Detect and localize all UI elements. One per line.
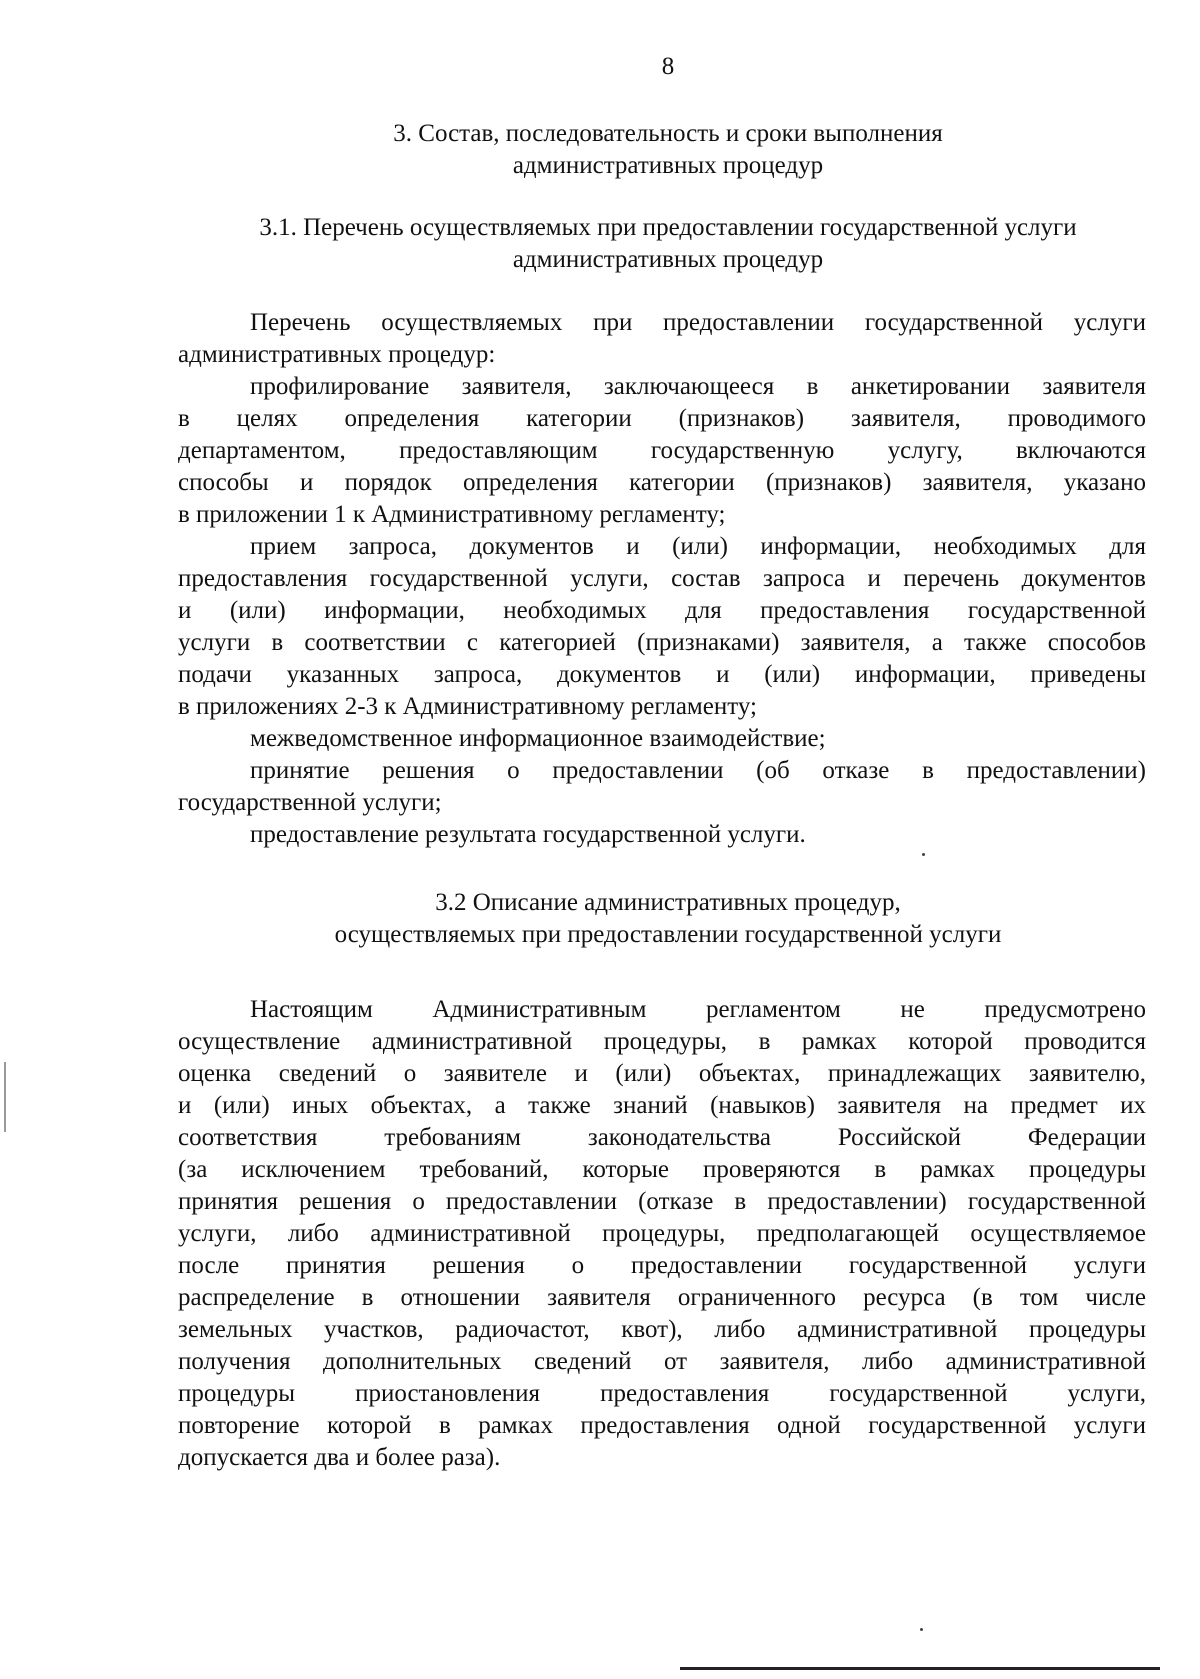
text-line: профилирование заявителя, заключающееся в анкетировании заявителя [250,373,1146,400]
text-line: получения дополнительных сведений от заявителя, либо административной [178,1348,1146,1375]
text-line: после принятия решения о предоставлении государственной услуги [178,1252,1146,1279]
scan-speck [920,1628,923,1631]
page-number: 8 [661,53,675,80]
scan-speck [922,853,925,856]
section-heading-3-2 [180,887,1156,951]
text-line: подачи указанных запроса, документов и (или) информации, приведены [178,661,1146,688]
text-line: повторение которой в рамках предоставления одной государственной услуги [178,1412,1146,1439]
text-line: предоставления государственной услуги, состав запроса и перечень документов [178,565,1146,592]
text-line: межведомственное информационное взаимодействие; [250,725,826,752]
text-line: в целях определения категории (признаков) заявителя, проводимого [178,405,1146,432]
text-line: распределение в отношении заявителя ограниченного ресурса (в том числе [178,1284,1146,1311]
section-heading-3-1 [180,212,1156,276]
text-line: в приложении 1 к Административному регламенту; [178,501,726,528]
text-line: в приложениях 2-3 к Административному регламенту; [178,693,757,720]
heading-line: осуществляемых при предоставлении государственной услуги [334,921,1002,948]
text-line: процедуры приостановления предоставления государственной услуги, [178,1380,1146,1407]
text-line: оценка сведений о заявителе и (или) объектах, принадлежащих заявителю, [178,1060,1146,1087]
heading-line: 3.2 Описание административных процедур, [435,889,901,916]
heading-line: административных процедур [512,246,824,273]
text-line: услуги, либо административной процедуры, предполагающей осуществляемое [178,1220,1146,1247]
text-line: государственной услуги; [178,789,442,816]
text-line: предоставление результата государственной услуги. [250,821,806,848]
procedures-list-paragraph [178,307,1146,851]
text-line: принятия решения о предоставлении (отказе в предоставлении) государственной [178,1188,1146,1215]
scan-margin-mark [4,1062,6,1132]
procedures-description-paragraph [178,994,1146,1474]
text-line: земельных участков, радиочастот, квот), либо административной процедуры [178,1316,1146,1343]
section-heading-3 [180,118,1156,182]
heading-line: 3. Состав, последовательность и сроки выполнения [393,120,943,147]
text-line: департаментом, предоставляющим государственную услугу, включаются [178,437,1146,464]
text-line: Настоящим Административным регламентом не предусмотрено [250,996,1146,1023]
text-line: осуществление административной процедуры, в рамках которой проводится [178,1028,1146,1055]
text-line: и (или) иных объектах, а также знаний (навыков) заявителя на предмет их [178,1092,1146,1119]
text-line: соответствия требованиям законодательства Российской Федерации [178,1124,1146,1151]
bottom-rule [680,1667,1160,1670]
text-line: и (или) информации, необходимых для предоставления государственной [178,597,1146,624]
text-line: административных процедур: [178,341,496,368]
heading-line: административных процедур [512,152,824,179]
text-line: принятие решения о предоставлении (об отказе в предоставлении) [250,757,1146,784]
text-line: Перечень осуществляемых при предоставлении государственной услуги [250,309,1146,336]
text-line: (за исключением требований, которые проверяются в рамках процедуры [178,1156,1146,1183]
heading-line: 3.1. Перечень осуществляемых при предоставлении государственной услуги [259,214,1077,241]
text-line: допускается два и более раза). [178,1444,501,1471]
text-line: прием запроса, документов и (или) информации, необходимых для [250,533,1146,560]
text-line: способы и порядок определения категории (признаков) заявителя, указано [178,469,1146,496]
text-line: услуги в соответствии с категорией (признаками) заявителя, а также способов [178,629,1146,656]
